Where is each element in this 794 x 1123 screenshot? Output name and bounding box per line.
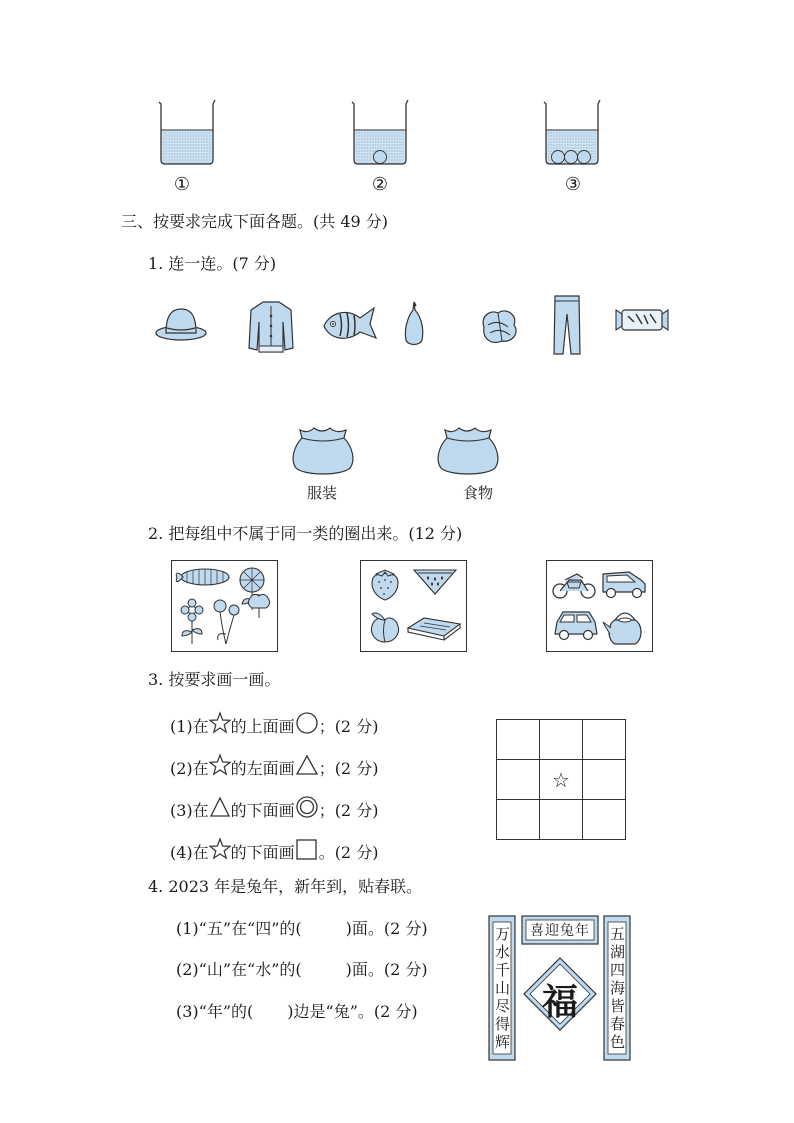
beaker-1 bbox=[157, 98, 217, 168]
grid-cell[interactable] bbox=[497, 800, 540, 840]
q2-title: 2. 把每组中不属于同一类的圈出来。(12 分) bbox=[148, 524, 463, 543]
grid-star: ☆ bbox=[552, 767, 570, 792]
van-icon[interactable] bbox=[599, 566, 647, 600]
q3-line-3-prefix: (3)在 bbox=[170, 801, 209, 820]
book-icon[interactable] bbox=[406, 616, 462, 642]
star-icon bbox=[209, 712, 231, 734]
q4-line-3-a: (3)“年”的( bbox=[176, 1002, 254, 1021]
q3-line-4-prefix: (4)在 bbox=[170, 843, 209, 862]
q3-line-2 bbox=[170, 754, 378, 779]
ball bbox=[578, 151, 591, 164]
clothing-bag-icon[interactable] bbox=[290, 424, 356, 476]
flower-icon-1[interactable] bbox=[178, 598, 206, 646]
grid-cell[interactable] bbox=[583, 720, 626, 760]
bag-label-food: 食物 bbox=[462, 484, 493, 502]
star-icon bbox=[209, 754, 231, 776]
cabbage-icon[interactable] bbox=[478, 307, 520, 345]
flower-icon-2[interactable] bbox=[208, 598, 244, 646]
bag-label-clothing: 服装 bbox=[306, 484, 337, 502]
grid-cell[interactable] bbox=[497, 760, 540, 800]
grid-cell[interactable] bbox=[583, 760, 626, 800]
beaker-2 bbox=[350, 98, 410, 168]
kettle-icon[interactable] bbox=[603, 604, 645, 646]
triangle-icon bbox=[209, 796, 231, 818]
beaker-label-3: ③ bbox=[564, 174, 582, 195]
couplet-right: 五湖四海皆春色 bbox=[608, 926, 626, 1052]
grid-cell[interactable] bbox=[540, 800, 583, 840]
beaker-3 bbox=[542, 98, 602, 168]
motorcycle-icon[interactable] bbox=[551, 568, 597, 600]
jacket-icon[interactable] bbox=[247, 298, 295, 354]
q4-line-1 bbox=[176, 919, 428, 939]
beaker-label-1: ① bbox=[173, 174, 191, 195]
q3-line-1-middle: 的上面画 bbox=[230, 717, 295, 736]
fish-icon[interactable] bbox=[320, 302, 378, 346]
q4-line-2-a: (2)“山”在“水”的( bbox=[176, 960, 302, 979]
double-circle-icon bbox=[295, 796, 319, 818]
drawing-grid bbox=[496, 719, 626, 840]
q4-line-2-b: )面。(2 分) bbox=[345, 960, 428, 979]
food-bag-icon[interactable] bbox=[435, 424, 501, 476]
square-icon bbox=[295, 838, 319, 860]
grid-cell[interactable] bbox=[497, 720, 540, 760]
q3-line-2-suffix: ；(2 分) bbox=[318, 759, 379, 778]
q3-line-4-middle: 的下面画 bbox=[230, 843, 295, 862]
q4-line-1-b: )面。(2 分) bbox=[345, 919, 428, 938]
water bbox=[161, 130, 213, 164]
q4-line-2 bbox=[176, 960, 428, 980]
q4-line-3 bbox=[176, 1002, 418, 1022]
q4-line-1-a: (1)“五”在“四”的( bbox=[176, 919, 302, 938]
q3-line-4 bbox=[170, 838, 378, 863]
ball bbox=[552, 151, 565, 164]
q3-line-1-prefix: (1)在 bbox=[170, 717, 209, 736]
q3-line-3 bbox=[170, 796, 378, 821]
strawberry-icon[interactable] bbox=[368, 566, 402, 602]
peach-icon[interactable] bbox=[368, 608, 402, 644]
q3-line-1 bbox=[170, 712, 378, 737]
q4-title: 4. 2023 年是兔年，新年到，贴春联。 bbox=[148, 877, 423, 896]
couplet-left: 万水千山尽得辉 bbox=[493, 926, 511, 1052]
ball bbox=[374, 151, 387, 164]
circle-icon bbox=[295, 712, 319, 734]
car-icon[interactable] bbox=[553, 608, 599, 642]
flower-icon-3[interactable] bbox=[244, 590, 274, 620]
candy-icon[interactable] bbox=[614, 304, 670, 336]
couplet-top: 喜迎兔年 bbox=[530, 923, 590, 939]
q3-title: 3. 按要求画一画。 bbox=[148, 670, 281, 689]
triangle-icon bbox=[295, 754, 319, 776]
q3-line-4-suffix: 。(2 分) bbox=[318, 843, 379, 862]
eggplant-icon[interactable] bbox=[402, 300, 426, 348]
q3-line-3-suffix: ；(2 分) bbox=[318, 801, 379, 820]
jeans-icon[interactable] bbox=[552, 294, 582, 356]
couplet-center-fu: 福 bbox=[541, 981, 578, 1023]
watermelon-icon[interactable] bbox=[412, 566, 458, 596]
hat-icon[interactable] bbox=[154, 303, 208, 343]
q3-line-3-middle: 的下面画 bbox=[230, 801, 295, 820]
q3-line-2-prefix: (2)在 bbox=[170, 759, 209, 778]
grid-cell[interactable] bbox=[540, 720, 583, 760]
q1-title: 1. 连一连。(7 分) bbox=[148, 254, 277, 273]
beaker-label-2: ② bbox=[371, 174, 389, 195]
section-3-title: 三、按要求完成下面各题。(共 49 分) bbox=[121, 212, 389, 231]
ball bbox=[565, 151, 578, 164]
q3-line-2-middle: 的左面画 bbox=[230, 759, 295, 778]
star-icon bbox=[209, 838, 231, 860]
corn-icon[interactable] bbox=[175, 566, 233, 588]
grid-cell-center[interactable] bbox=[540, 760, 583, 800]
q4-line-3-b: )边是“兔”。(2 分) bbox=[287, 1002, 418, 1021]
q3-line-1-suffix: ；(2 分) bbox=[318, 717, 379, 736]
grid-cell[interactable] bbox=[583, 800, 626, 840]
